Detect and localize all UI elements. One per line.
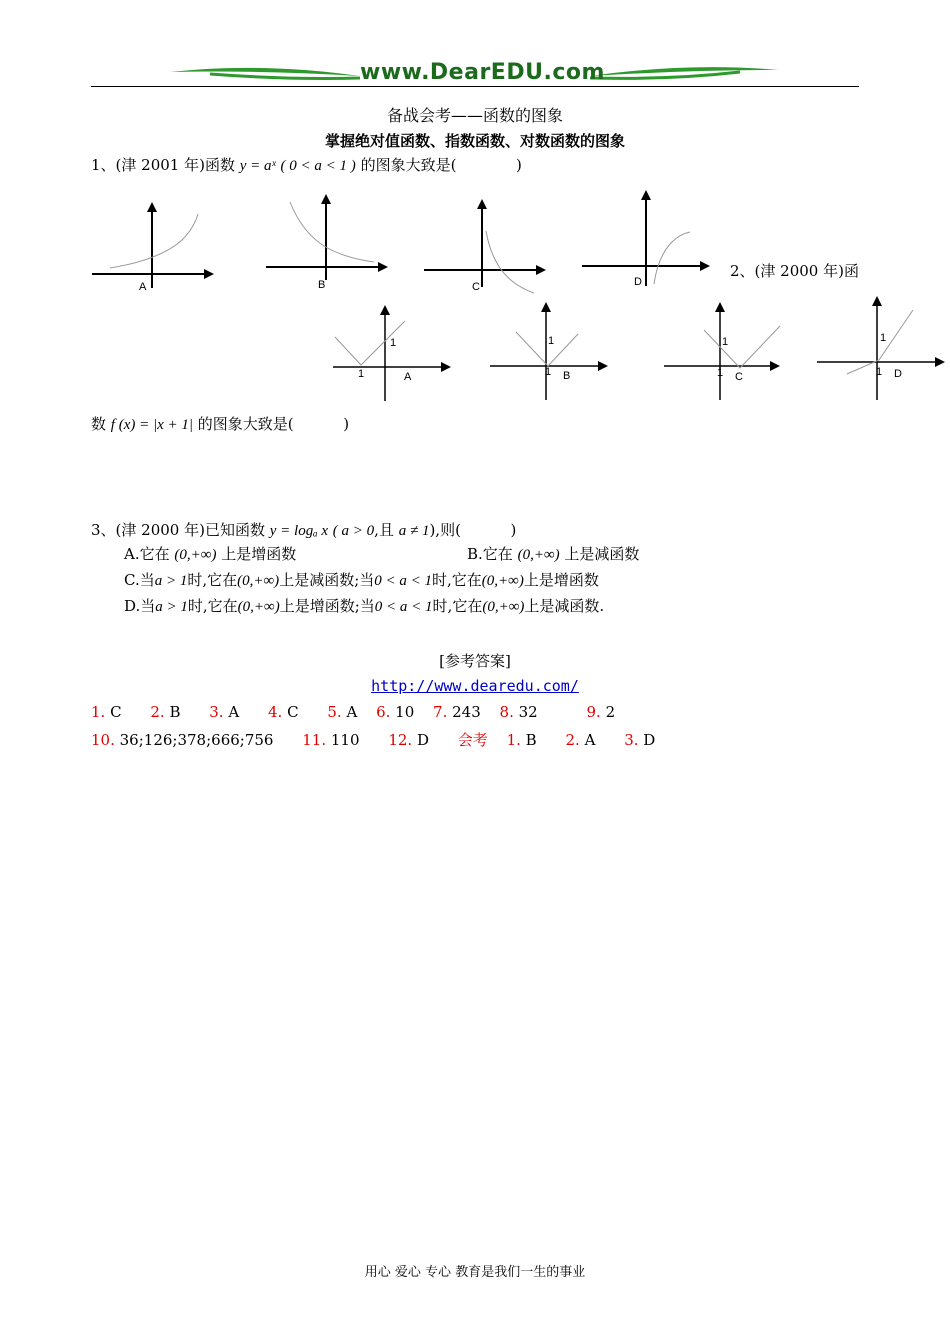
answer-item: 1. C — [91, 703, 122, 721]
q3-opt-d-text1: 时,它在 — [187, 597, 238, 615]
q3-opt-d-interval2: (0,+∞) — [482, 599, 525, 615]
q2-text-c: 的图象大致是( — [197, 415, 294, 433]
q3-opt-c-cond1: a > 1 — [154, 573, 188, 589]
q1-label-b: B — [318, 279, 326, 291]
q2-label-a: A — [404, 371, 412, 383]
q3-stem-a: 3、(津 2000 年)已知函数 — [91, 521, 265, 539]
q3-opt-c-cond2: 0 < a < 1 — [374, 573, 432, 589]
q1-label-a: A — [139, 281, 147, 293]
q3-opt-b-text: 上是减函数 — [564, 545, 640, 563]
q1-label-c: C — [472, 281, 480, 293]
q3-option-d — [124, 595, 604, 616]
answer-item: 5. A — [327, 703, 358, 721]
answer-item: 2. A — [565, 731, 596, 749]
answers-title: [参考答案] — [439, 652, 511, 670]
answer-item: 2. B — [150, 703, 181, 721]
q2-stem-b — [91, 413, 349, 434]
q3-stem-b: ),则( — [429, 521, 461, 539]
page-subtitle: 掌握绝对值函数、指数函数、对数函数的图象 — [324, 132, 625, 150]
answer-item: 会考 — [457, 731, 488, 749]
site-logo[interactable]: www.DearEDU.com — [360, 60, 605, 85]
q1-condition: ( 0 < a < 1 ) — [280, 158, 356, 174]
q3-opt-d-text4: 上是减函数. — [524, 597, 605, 615]
answer-item: 1. B — [506, 731, 537, 749]
q1-text-b: 的图象大致是( — [360, 156, 457, 174]
page-footer: 用心 爱心 专心 教育是我们一生的事业 — [364, 1265, 586, 1280]
q1-graph-a — [90, 200, 220, 290]
q1-stem — [91, 154, 522, 175]
answers-row-2 — [91, 729, 669, 750]
q3-option-c — [124, 569, 599, 590]
q3-paren-close: ) — [510, 521, 517, 539]
q3-cond-a: ( a > 0 — [332, 523, 375, 539]
q3-opt-a-interval: (0,+∞) — [174, 547, 217, 563]
answer-item: 8. 32 — [499, 703, 538, 721]
q2-b-tick-y: 1 — [548, 335, 555, 347]
q3-opt-d-cond2: 0 < a < 1 — [374, 599, 433, 615]
q3-opt-d-text2: 上是增函数;当 — [279, 597, 375, 615]
q2-graph-a — [333, 305, 458, 405]
q2-c-tick-x: 1 — [717, 367, 724, 379]
q3-opt-b-label: B.它在 — [467, 545, 513, 563]
q3-opt-c-text3: 时,它在 — [432, 571, 482, 589]
header-rule — [91, 86, 859, 87]
answer-item: 3. A — [209, 703, 240, 721]
answer-item: 3. D — [624, 731, 656, 749]
q2-b-tick-x: 1 — [545, 366, 552, 378]
q3-option-b — [467, 543, 639, 564]
answers-link[interactable]: http://www.dearedu.com/ — [371, 677, 579, 695]
q2-stem-a: 2、(津 2000 年)函 — [730, 262, 859, 280]
q2-c-tick-y: 1 — [722, 336, 729, 348]
answer-item: 4. C — [267, 703, 299, 721]
q2-graph-c — [664, 302, 789, 402]
q3-cond-c: a ≠ 1 — [398, 523, 430, 539]
q3-opt-a-text: 上是增函数 — [221, 545, 297, 563]
q2-graph-d — [817, 296, 950, 402]
q3-opt-d-cond1: a > 1 — [155, 599, 188, 615]
q1-graph-b — [264, 192, 394, 282]
answer-item: 6. 10 — [376, 703, 415, 721]
answer-item: 7. 243 — [433, 703, 481, 721]
q3-formula: y = logₐ x — [269, 523, 328, 539]
q3-opt-b-interval: (0,+∞) — [517, 547, 560, 563]
q1-label-d: D — [634, 276, 642, 288]
answer-item: 12. D — [388, 731, 429, 749]
q3-opt-c-interval1: (0,+∞) — [237, 573, 280, 589]
q2-a-tick-y: 1 — [390, 337, 397, 349]
q3-opt-a-label: A.它在 — [124, 545, 170, 563]
q2-a-tick-x: 1 — [358, 368, 365, 380]
q1-text-a: 1、(津 2001 年)函数 — [91, 156, 235, 174]
q3-opt-d-label: D.当 — [124, 597, 156, 615]
q2-label-b: B — [563, 370, 571, 382]
q2-d-tick-y: 1 — [880, 332, 887, 344]
q3-opt-d-interval1: (0,+∞) — [237, 599, 280, 615]
q3-option-a — [124, 543, 296, 564]
q1-formula: y = aˣ — [239, 158, 276, 174]
q2-paren-close: ) — [343, 415, 350, 433]
answer-item: 9. 2 — [586, 703, 616, 721]
q2-formula: f (x) = |x + 1| — [110, 417, 194, 433]
q2-text-b: 数 — [91, 415, 107, 433]
q1-graph-c — [422, 195, 552, 295]
q2-label-c: C — [735, 371, 743, 383]
q2-graph-b — [490, 302, 615, 402]
q3-opt-c-label: C.当 — [124, 571, 155, 589]
page-title: 备战会考——函数的图象 — [386, 106, 563, 125]
q3-opt-c-text1: 时,它在 — [187, 571, 238, 589]
q2-label-d: D — [894, 368, 902, 380]
answer-item: 10. 36;126;378;666;756 — [91, 731, 274, 749]
answer-item: 11. 110 — [302, 731, 360, 749]
q3-opt-c-text4: 上是增函数 — [523, 571, 599, 589]
q2-d-tick-x: 1 — [876, 366, 883, 378]
q1-paren-close: ) — [515, 156, 522, 174]
q3-stem — [91, 519, 516, 540]
q3-opt-c-interval2: (0,+∞) — [481, 573, 524, 589]
q1-graph-d — [582, 186, 717, 286]
q3-cond-b: ,且 — [374, 521, 394, 539]
q3-opt-d-text3: 时,它在 — [432, 597, 483, 615]
q3-opt-c-text2: 上是减函数;当 — [279, 571, 375, 589]
answers-row-1 — [91, 703, 629, 721]
